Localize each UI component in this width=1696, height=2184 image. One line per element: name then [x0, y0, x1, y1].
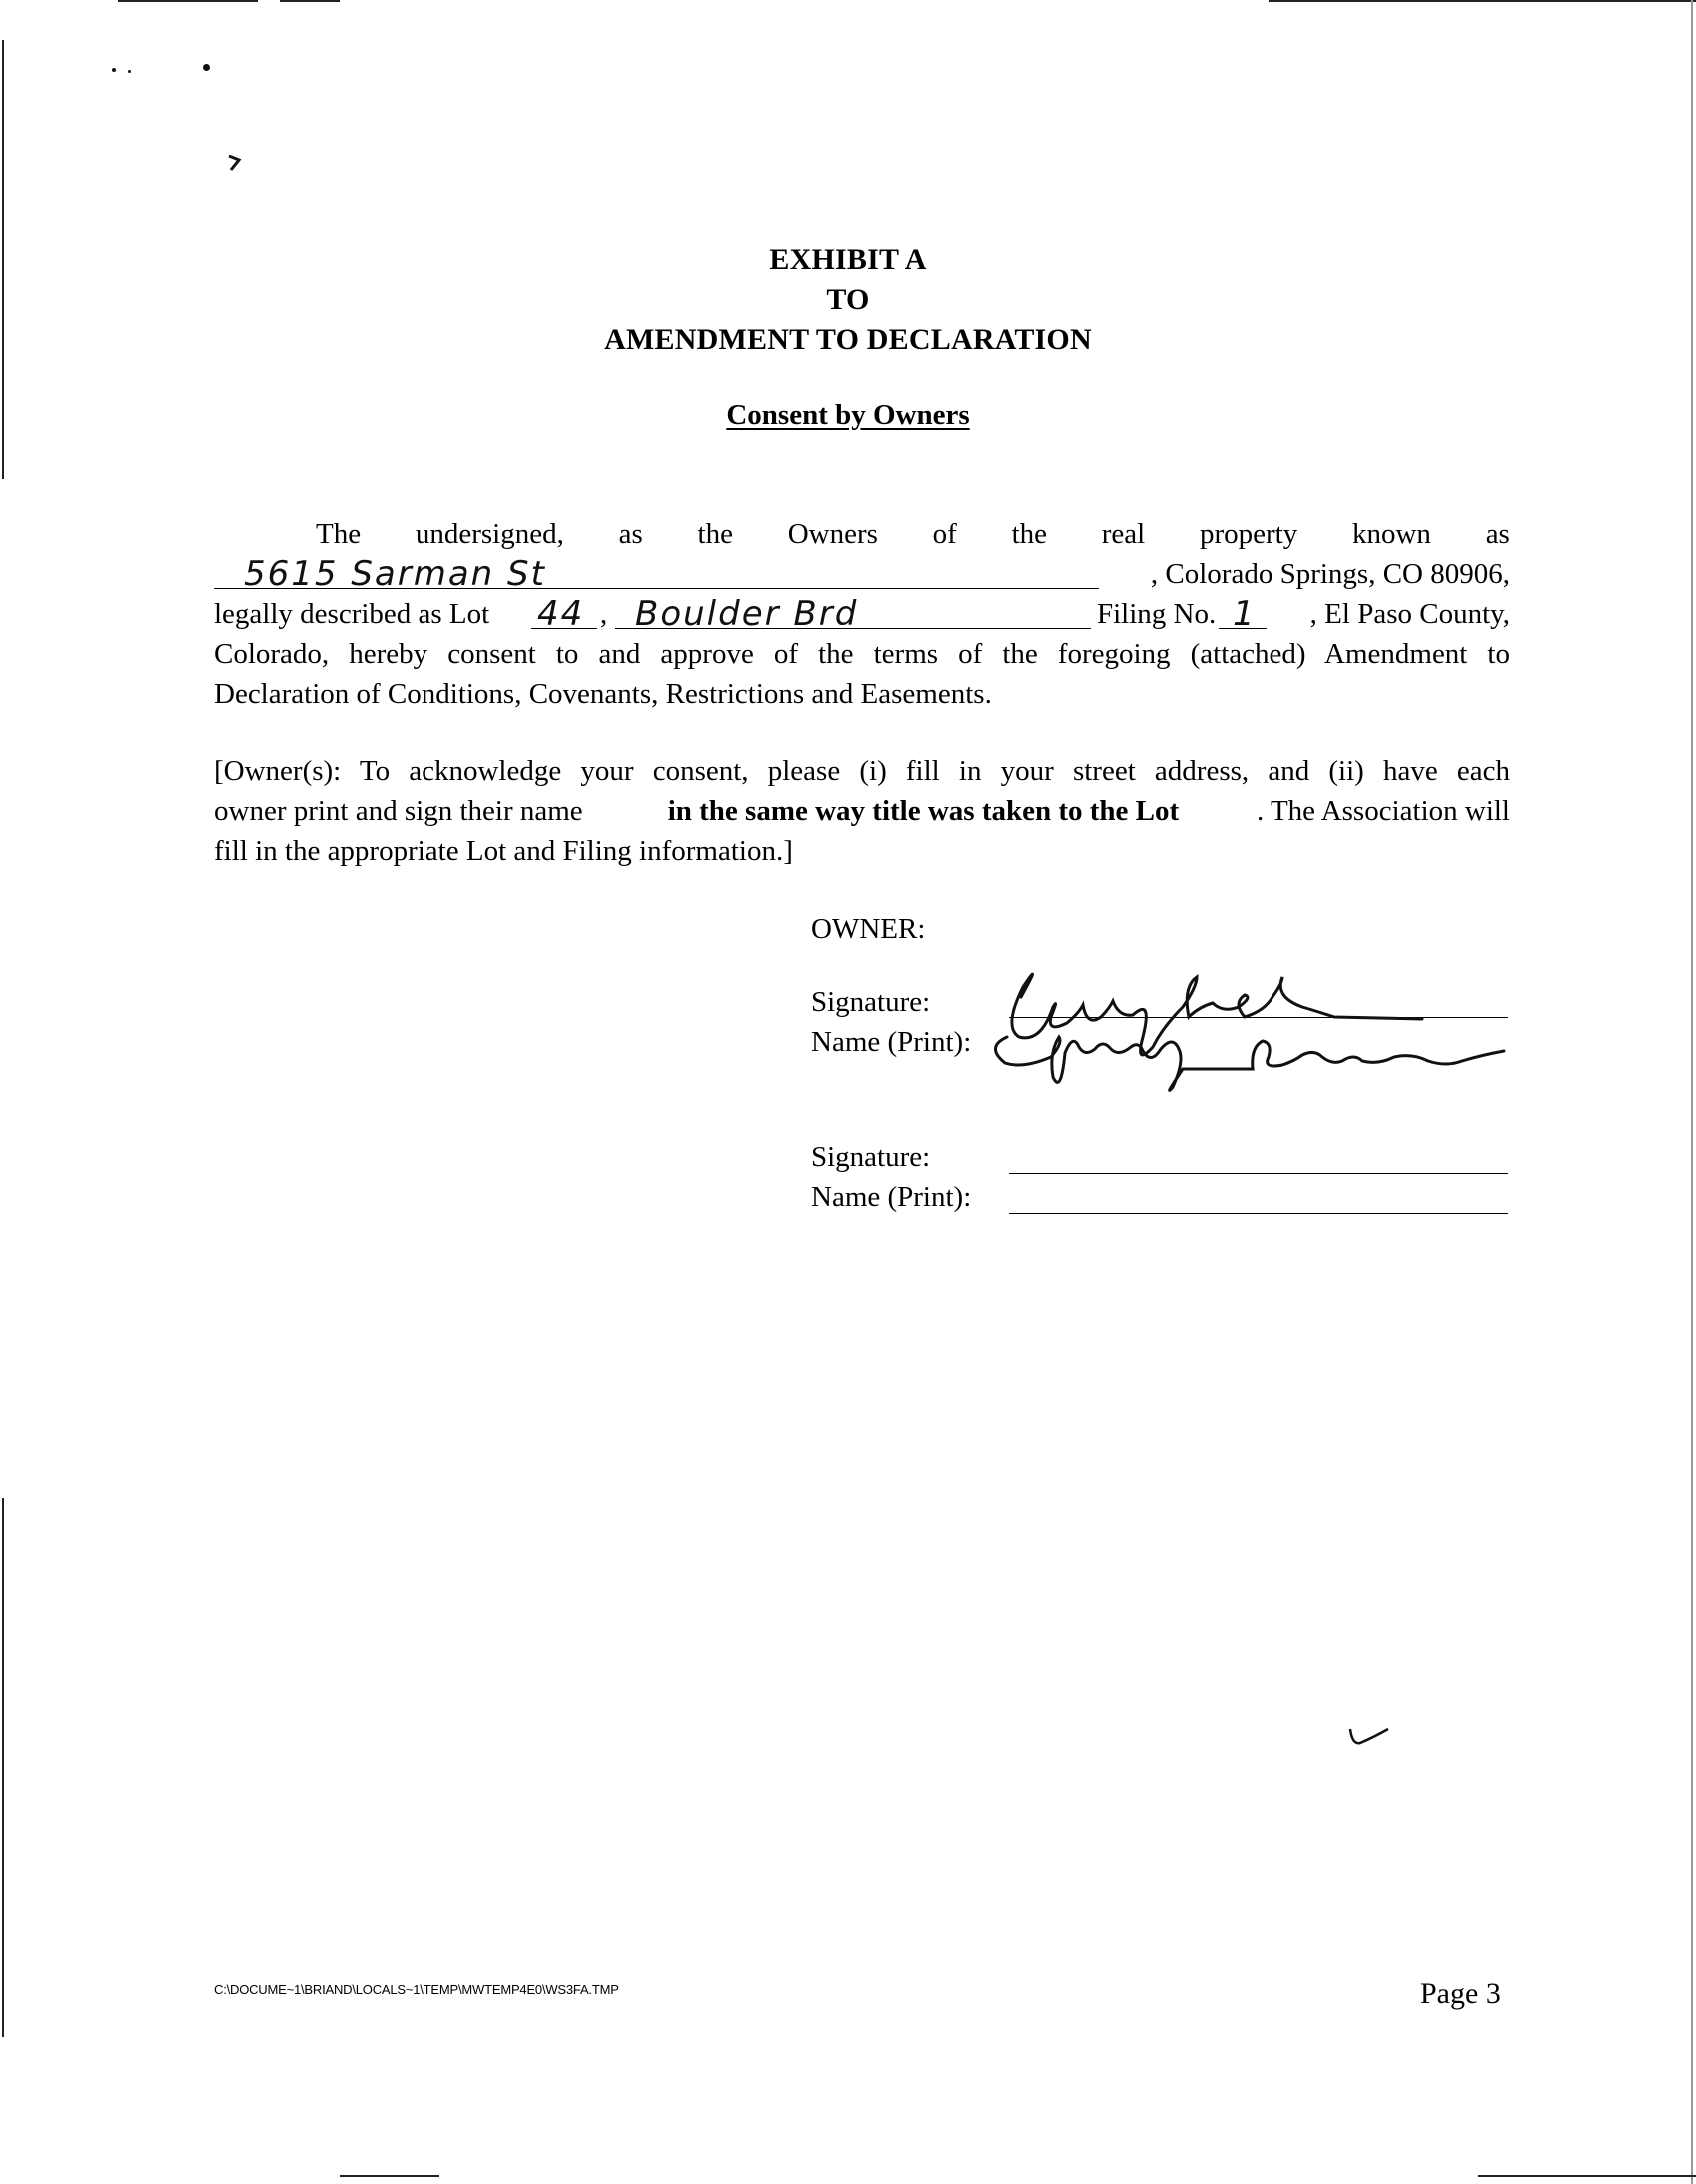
lot-prefix: legally described as Lot	[214, 598, 490, 630]
title-line-1: EXHIBIT A	[769, 243, 927, 276]
scan-edge-top-1	[118, 0, 258, 2]
consent-line-3	[214, 594, 1510, 634]
signature-label-2: Signature:	[811, 1141, 931, 1173]
exhibit-title	[0, 240, 1696, 360]
word: property	[1199, 518, 1298, 550]
word: the	[697, 518, 733, 550]
instructions-emphasis: in the same way title was taken to the Lot	[667, 795, 1180, 827]
scan-edge-top-2	[280, 0, 340, 2]
scan-speck	[112, 68, 116, 72]
scan-mark	[225, 150, 245, 174]
scan-edge-bottom-1	[340, 2175, 439, 2177]
consent-heading: Consent by Owners	[726, 399, 970, 431]
scan-speck	[128, 70, 131, 73]
street-address-field[interactable]	[214, 554, 1099, 594]
consent-line-2	[214, 554, 1510, 594]
name-label-1: Name (Print):	[811, 1026, 972, 1058]
instructions-text: fill in the appropriate Lot and Filing information.]	[214, 835, 793, 867]
word: real	[1101, 518, 1146, 550]
signature-label-1: Signature:	[811, 986, 931, 1018]
city-state-zip: , Colorado Springs, CO 80906,	[1150, 558, 1510, 590]
scan-speck	[203, 64, 210, 71]
word: as	[1485, 518, 1510, 550]
instructions-paragraph	[214, 751, 1510, 871]
instructions-line-3	[214, 831, 1510, 871]
consent-text: Colorado, hereby consent to and approve of the terms of the foregoing (attached) Amendment to	[214, 638, 1510, 670]
street-address-handwritten: 5615 Sarman St	[244, 554, 546, 594]
word: the	[1011, 518, 1048, 550]
signature-line-2[interactable]	[1009, 1173, 1508, 1174]
word: undersigned,	[415, 518, 564, 550]
lot-field[interactable]	[531, 594, 597, 634]
instructions-text: . The Association will	[1256, 795, 1510, 827]
consent-line-4	[214, 634, 1510, 674]
filing-handwritten: 1	[1233, 594, 1257, 634]
page-number: Page 3	[1420, 1977, 1501, 2010]
filing-field[interactable]	[1219, 594, 1267, 634]
scan-edge-top-3	[1269, 0, 1696, 2]
file-path: C:\DOCUME~1\BRIAND\LOCALS~1\TEMP\MWTEMP4E0\WS3FA.TMP	[214, 1982, 619, 1997]
consent-line-1	[214, 514, 1510, 554]
consent-line-5	[214, 674, 1510, 714]
subdivision-handwritten: Boulder Brd	[635, 594, 859, 634]
county-suffix: , El Paso County,	[1309, 598, 1510, 630]
instructions-line-1	[214, 751, 1510, 791]
owner-signature	[983, 957, 1542, 1106]
title-line-3: AMENDMENT TO DECLARATION	[604, 323, 1092, 356]
owner-heading: OWNER:	[811, 913, 926, 945]
check-mark	[1346, 1723, 1392, 1753]
instructions-line-2	[214, 791, 1510, 831]
word: as	[618, 518, 643, 550]
scan-edge-bottom-2	[1478, 2175, 1696, 2177]
word: Owners	[787, 518, 878, 550]
name-line-2[interactable]	[1009, 1213, 1508, 1214]
lot-handwritten: 44	[537, 594, 585, 634]
name-label-2: Name (Print):	[811, 1181, 972, 1213]
instructions-text: [Owner(s): To acknowledge your consent, please (i) fill in your street address, and (ii) have each	[214, 755, 1510, 787]
filing-label: Filing No.	[1097, 598, 1217, 630]
word: of	[932, 518, 957, 550]
word: The	[316, 518, 362, 550]
subdivision-field[interactable]	[615, 594, 1091, 634]
consent-paragraph	[214, 514, 1510, 714]
scan-edge-left-2	[2, 1498, 4, 2037]
instructions-text: owner print and sign their name	[214, 795, 590, 827]
consent-text: Declaration of Conditions, Covenants, Restrictions and Easements.	[214, 678, 992, 710]
section-heading	[0, 399, 1696, 432]
title-line-2: TO	[826, 283, 870, 316]
word: known	[1351, 518, 1431, 550]
lot-comma: ,	[600, 598, 608, 630]
